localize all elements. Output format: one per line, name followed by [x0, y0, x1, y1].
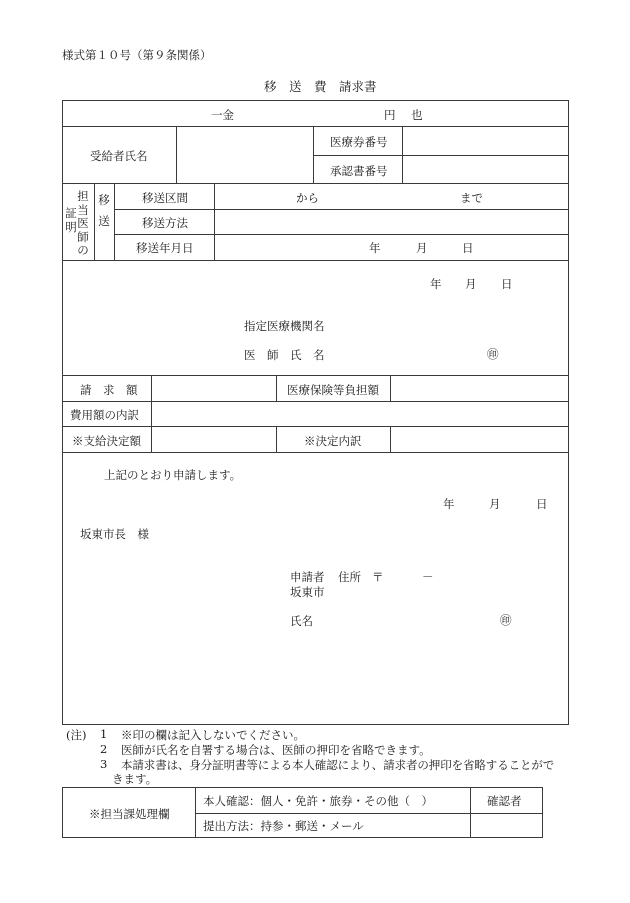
- amount-ichikin-label: 一金: [211, 108, 234, 122]
- applicant-label: 申請者: [290, 570, 325, 584]
- addressee: 坂東市長 様: [80, 527, 149, 541]
- transport-date-year: 年: [369, 241, 381, 255]
- cost-breakdown-label: 費用額の内訳: [70, 408, 139, 422]
- interval-from-label: から: [296, 191, 319, 205]
- certification-vertical-label: 証明: [65, 206, 77, 234]
- interval-to-label: まで: [460, 191, 483, 205]
- application-date-month: 月: [489, 497, 501, 511]
- approval-number-field[interactable]: [404, 157, 566, 182]
- address-label: 住所: [338, 570, 361, 584]
- form-number: 様式第１０号（第９条関係）: [62, 48, 212, 62]
- notes-prefix: (注): [66, 728, 87, 742]
- form-title: 移 送 費 請求書: [264, 79, 377, 94]
- applicant-city: 坂東市: [290, 585, 325, 599]
- transport-date-day: 日: [462, 241, 474, 255]
- cert-date-month: 月: [465, 277, 477, 291]
- doctor-vertical-label: 担当医師の: [77, 189, 89, 257]
- transport-method-label: 移送方法: [142, 216, 188, 230]
- office-processing-label: ※担当課処理欄: [89, 807, 170, 821]
- card-number-label: 医療券番号: [330, 135, 388, 149]
- approval-number-label: 承認書番号: [330, 164, 388, 178]
- application-date-day: 日: [536, 497, 548, 511]
- application-statement: 上記のとおり申請します。: [104, 468, 242, 482]
- recipient-name-label: 受給者氏名: [90, 149, 148, 163]
- application-date-year: 年: [443, 497, 455, 511]
- identity-check-options: 本人確認：個人・免許・旅券・その他（ ）: [203, 794, 433, 808]
- transport-interval-label: 移送区間: [142, 191, 188, 205]
- claim-amount-label: 請 求 額: [80, 383, 138, 397]
- decision-amount-label: ※支給決定額: [72, 434, 141, 448]
- transport-method-field[interactable]: [216, 211, 566, 233]
- amount-yen-label: 円: [384, 108, 396, 122]
- cert-date-year: 年: [430, 277, 442, 291]
- cert-date-day: 日: [501, 277, 513, 291]
- applicant-seal-mark: ㊞: [500, 613, 512, 627]
- recipient-name-field[interactable]: [178, 128, 311, 182]
- insurance-burden-label: 医療保険等負担額: [287, 383, 379, 397]
- note-number: 1: [100, 727, 108, 741]
- applicant-name-label: 氏名: [290, 614, 313, 628]
- note-number: 3: [100, 757, 108, 771]
- postal-mark: 〒: [372, 570, 384, 584]
- confirmer-label: 確認者: [487, 794, 522, 808]
- note-text: ※印の欄は記入しないでください。: [121, 728, 305, 742]
- amount-nari-label: 也: [411, 108, 423, 122]
- claim-amount-field[interactable]: [153, 377, 274, 400]
- amount-field[interactable]: [240, 103, 380, 123]
- note-text: 医師が氏名を自署する場合は、医師の押印を省略できます。: [121, 743, 431, 757]
- note-text: 本請求書は、身分証明書等による本人確認により、請求者の押印を省略することがで: [121, 758, 555, 772]
- note-continuation: きます。: [112, 772, 158, 786]
- doctor-seal-mark: ㊞: [487, 347, 499, 361]
- postal-dash: －: [422, 570, 434, 584]
- decision-detail-label: ※決定内訳: [304, 434, 362, 448]
- transport-date-label: 移送年月日: [136, 241, 194, 255]
- confirmer-field[interactable]: [472, 815, 541, 836]
- institution-name-label: 指定医療機関名: [244, 319, 325, 333]
- card-number-field[interactable]: [404, 128, 566, 154]
- transport-date-month: 月: [416, 241, 428, 255]
- transport-vertical-label: 移送: [98, 193, 110, 228]
- cost-breakdown-field[interactable]: [153, 403, 566, 425]
- note-number: 2: [100, 742, 108, 756]
- submission-method-options: 提出方法：持参・郵送・メール: [203, 819, 364, 833]
- doctor-name-label: 医 師 氏 名: [244, 348, 325, 362]
- insurance-burden-field[interactable]: [392, 377, 566, 400]
